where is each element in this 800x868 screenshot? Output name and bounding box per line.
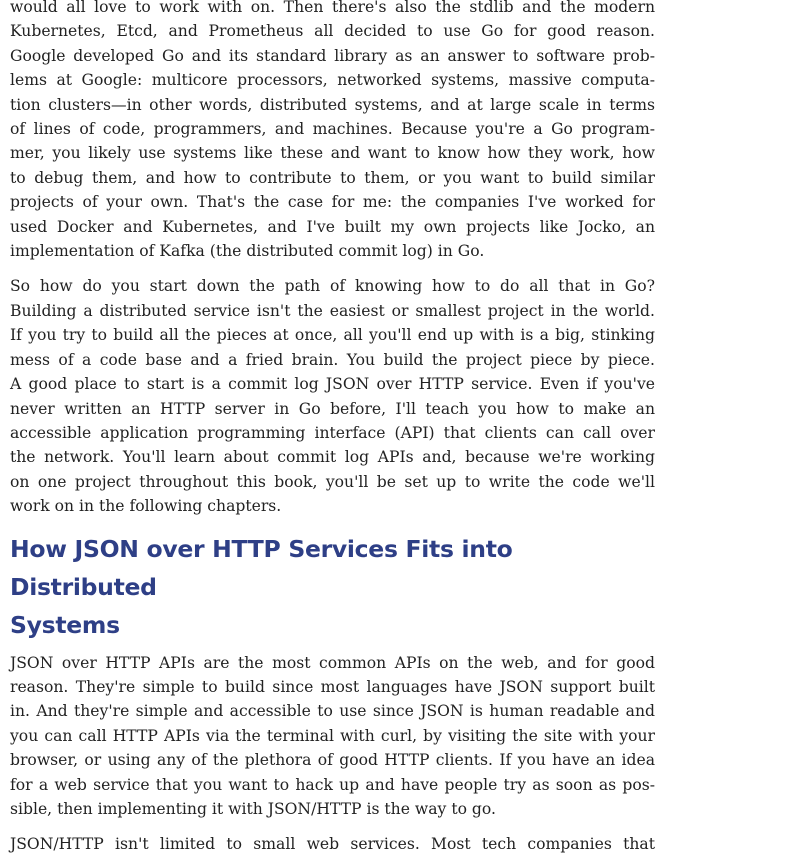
paragraph-1-line: Kubernetes, Etcd, and Prometheus all decided to use Go for good reason. [10,22,655,41]
paragraph-1-line: used Docker and Kubernetes, and I've built my own projects like Jocko, an [10,217,655,236]
paragraph-1-line: mer, you likely use systems like these and want to know how they work, how [10,144,655,163]
paragraph-3-line: JSON over HTTP APIs are the most common APIs on the web, and for good [10,653,655,672]
paragraph-3-line: in. And they're simple and accessible to use since JSON is human readable and [10,702,655,721]
paragraph-3-line: browser, or using any of the plethora of good HTTP clients. If you have an idea [10,751,655,770]
paragraph-2-line: never written an HTTP server in Go before, I'll teach you how to make an [10,399,655,418]
paragraph-2-line: If you try to build all the pieces at once, all you'll end up with is a big, stinking [10,326,655,345]
paragraph-2-line: the network. You'll learn about commit log APIs and, because we're working [10,448,655,467]
paragraph-1 [10,0,655,263]
heading-line: Systems [10,610,120,639]
paragraph-2-line: on one project throughout this book, you'll be set up to write the code we'll [10,472,655,491]
paragraph-4-line: JSON/HTTP isn't limited to small web services. Most tech companies that [10,835,655,854]
paragraph-4 [10,832,655,856]
paragraph-2-line: Building a distributed service isn't the easiest or smallest project in the world. [10,301,655,320]
paragraph-3 [10,651,655,822]
document-content [10,0,655,868]
paragraph-2-line: So how do you start down the path of knowing how to do all that in Go? [10,277,655,296]
paragraph-3-line: reason. They're simple to build since most languages have JSON support built [10,677,655,696]
paragraph-2-line: accessible application programming interface (API) that clients can call over [10,423,655,442]
paragraph-2 [10,274,655,518]
paragraph-3-line: sible, then implementing it with JSON/HTTP is the way to go. [10,799,496,818]
paragraph-1-line: lems at Google: multicore processors, networked systems, massive computa- [10,71,655,90]
paragraph-1-line: projects of your own. That's the case for me: the companies I've worked for [10,193,655,212]
paragraph-1-line: would all love to work with on. Then there's also the stdlib and the modern [10,0,655,16]
paragraph-1-line: of lines of code, programmers, and machines. Because you're a Go program- [10,120,655,139]
paragraph-1-line: implementation of Kafka (the distributed commit log) in Go. [10,242,485,261]
paragraph-1-line: tion clusters—in other words, distributed systems, and at large scale in terms [10,95,655,114]
paragraph-3-line: you can call HTTP APIs via the terminal with curl, by visiting the site with your [10,726,655,745]
paragraph-3-line: for a web service that you want to hack up and have people try as soon as pos- [10,775,655,794]
paragraph-2-line: work on in the following chapters. [10,497,282,516]
paragraph-2-line: A good place to start is a commit log JSON over HTTP service. Even if you've [10,375,655,394]
paragraph-1-line: to debug them, and how to contribute to them, or you want to build similar [10,168,655,187]
paragraph-1-line: Google developed Go and its standard library as an answer to software prob- [10,46,655,65]
paragraph-2-line: mess of a code base and a fried brain. You build the project piece by piece. [10,350,655,369]
heading-line: How JSON over HTTP Services Fits into Distributed [10,534,513,601]
section-heading [10,530,655,644]
